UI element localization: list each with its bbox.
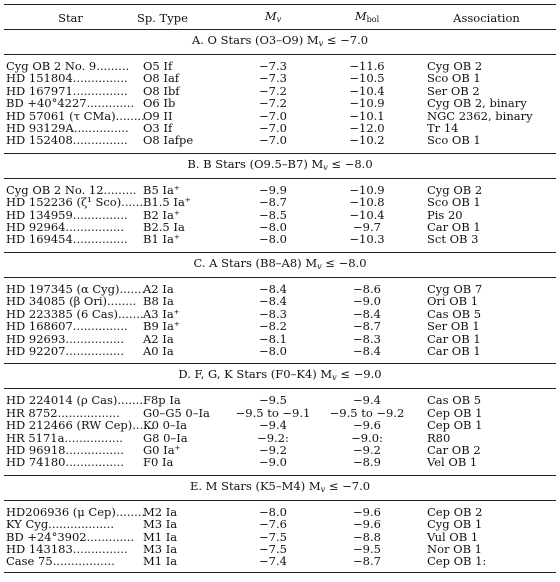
association: Sco OB 1 <box>427 195 481 210</box>
star-name: HD 92964................ <box>6 220 124 235</box>
table-row <box>4 72 556 84</box>
star-name: BD +24°3902............. <box>6 529 135 544</box>
section-title <box>4 30 556 55</box>
association: Cyg OB 1 <box>427 517 483 532</box>
spectral-type: B2.5 Ia <box>143 220 185 235</box>
absolute-visual-magnitude: −8.5 <box>259 207 287 222</box>
bolometric-magnitude: −8.3 <box>353 331 381 346</box>
section-title-text: A. O Stars (O3–O9) M <box>191 32 319 47</box>
absolute-visual-magnitude: −7.5 <box>259 541 287 556</box>
association: Car OB 2 <box>427 442 481 457</box>
absolute-visual-magnitude: −7.3 <box>259 71 287 86</box>
table-row <box>4 320 556 332</box>
association: Pis 20 <box>427 207 463 222</box>
bolometric-magnitude: −11.6 <box>349 59 385 73</box>
association: Cep OB 1 <box>427 418 483 433</box>
spectral-type: A2 Ia <box>143 281 174 296</box>
section-title-limit: ≤ −7.0 <box>325 478 371 493</box>
association: Nor OB 1 <box>427 541 482 556</box>
absolute-visual-magnitude: −9.4 <box>259 418 287 433</box>
spectral-type: G0–G5 0–Ia <box>143 405 210 420</box>
table-row <box>4 233 556 245</box>
spectral-type: B5 Ia⁺ <box>143 182 180 197</box>
bolometric-magnitude: −8.7 <box>353 554 381 569</box>
association: Cep OB 2 <box>427 504 483 519</box>
absolute-visual-magnitude: −7.3 <box>259 59 287 73</box>
spectral-type: B1.5 Ia⁺ <box>143 195 191 210</box>
bolometric-magnitude: −10.2 <box>349 133 385 148</box>
table-row <box>4 196 556 208</box>
spectral-type: O5 If <box>143 59 173 73</box>
spectral-type: M1 Ia <box>143 529 178 544</box>
spectral-type: O3 If <box>143 121 173 136</box>
association: Cyg OB 2, binary <box>427 96 527 111</box>
bolometric-magnitude: −9.6 <box>353 504 381 519</box>
bolometric-magnitude: −9.2 <box>353 442 381 457</box>
section-title <box>4 364 556 389</box>
section-heading <box>4 252 556 277</box>
table-row <box>4 456 556 468</box>
absolute-visual-magnitude: −8.0 <box>259 343 287 358</box>
bolometric-magnitude: −8.4 <box>353 306 381 321</box>
section-heading <box>4 364 556 389</box>
table-row <box>4 419 556 431</box>
table-row <box>4 134 556 146</box>
section-title-text: C. A Stars (B8–A8) M <box>193 255 318 270</box>
association: Ori OB 1 <box>427 294 479 309</box>
association: Cyg OB 2 <box>427 59 483 73</box>
table-row <box>4 345 556 357</box>
association: Sco OB 1 <box>427 71 481 86</box>
association: Cas OB 5 <box>427 393 482 408</box>
supergiant-table <box>4 4 556 573</box>
association: Sct OB 3 <box>427 232 479 247</box>
absolute-visual-magnitude: −9.2 <box>259 442 287 457</box>
star-name: HD206936 (μ Cep)........ <box>6 504 146 519</box>
absolute-visual-magnitude: −7.2 <box>259 83 287 98</box>
header-association: Association <box>417 5 556 30</box>
star-name: HD 197345 (α Cyg)....... <box>6 281 146 296</box>
star-name: HD 167971............... <box>6 83 128 98</box>
association: Sco OB 1 <box>427 133 481 148</box>
bolometric-magnitude: −12.0 <box>349 121 385 136</box>
star-name: HD 57061 (τ CMa)........ <box>6 108 145 123</box>
section-title-subscript: v <box>320 484 326 494</box>
star-name: BD +40°4227............. <box>6 96 135 111</box>
bolometric-magnitude: −8.4 <box>353 343 381 358</box>
star-name: HD 93129A............... <box>6 121 129 136</box>
absolute-visual-magnitude: −8.0 <box>259 504 287 519</box>
absolute-visual-magnitude: −8.0 <box>259 232 287 247</box>
star-name: HD 143183............... <box>6 541 128 556</box>
absolute-visual-magnitude: −8.4 <box>259 281 287 296</box>
association: Car OB 1 <box>427 343 481 358</box>
section-rule <box>4 568 556 573</box>
spectral-type: B9 Ia⁺ <box>143 319 180 334</box>
association: Ser OB 1 <box>427 319 480 334</box>
bolometric-magnitude: −9.5 to −9.2 <box>329 405 405 420</box>
bolometric-magnitude: −9.6 <box>353 418 381 433</box>
table-row <box>4 518 556 530</box>
section-title-text: D. F, G, K Stars (F0–K4) M <box>178 367 333 382</box>
absolute-visual-magnitude: −7.0 <box>259 121 287 136</box>
absolute-visual-magnitude: −8.1 <box>259 331 287 346</box>
association: R80 <box>427 430 451 445</box>
association: Tr 14 <box>427 121 459 136</box>
spectral-type: F8p Ia <box>143 393 181 408</box>
section-title-subscript: v <box>318 38 324 48</box>
star-name: HD 134959............... <box>6 207 128 222</box>
table-header <box>4 5 556 30</box>
section-title-subscript: v <box>332 373 337 383</box>
spectral-type: O8 Iaf <box>143 71 180 86</box>
section-title-text: E. M Stars (K5–M4) M <box>189 478 321 493</box>
spectral-type: F0 Ia <box>143 455 174 470</box>
section-title-limit: ≤ −7.0 <box>323 32 369 47</box>
bolometric-magnitude: −10.5 <box>349 71 385 86</box>
spectral-type: M2 Ia <box>143 504 178 519</box>
table-row <box>4 394 556 406</box>
table-row <box>4 295 556 307</box>
star-name: HD 168607............... <box>6 319 128 334</box>
bolometric-magnitude: −10.4 <box>349 83 385 98</box>
association: Cep OB 1: <box>427 554 487 569</box>
section-title-subscript: v <box>317 261 322 271</box>
section-title <box>4 252 556 277</box>
section-heading <box>4 30 556 55</box>
star-name: HD 152236 (ζ¹ Sco)...... <box>6 195 144 210</box>
absolute-visual-magnitude: −7.2 <box>259 96 287 111</box>
star-name: HD 96918................ <box>6 442 124 457</box>
absolute-visual-magnitude: −7.0 <box>259 133 287 148</box>
star-name: HD 74180................ <box>6 455 124 470</box>
association: Ser OB 2 <box>427 83 480 98</box>
section-title <box>4 153 556 178</box>
association: Vel OB 1 <box>427 455 478 470</box>
absolute-visual-magnitude: −7.4 <box>259 554 287 569</box>
table-row <box>4 555 556 567</box>
spectral-type: O6 Ib <box>143 96 176 111</box>
bolometric-magnitude: −10.9 <box>349 182 385 197</box>
star-name: KY Cyg.................. <box>6 517 114 532</box>
spectral-type: M3 Ia <box>143 541 178 556</box>
bolometric-magnitude: −9.5 <box>353 541 381 556</box>
bolometric-magnitude: −9.6 <box>353 517 381 532</box>
section-heading <box>4 153 556 178</box>
absolute-visual-magnitude: −7.0 <box>259 108 287 123</box>
bolometric-magnitude: −9.7 <box>353 220 381 235</box>
spectral-type: O8 Iafpe <box>143 133 194 148</box>
section-title-subscript: v <box>323 162 328 172</box>
absolute-visual-magnitude: −8.2 <box>259 319 287 334</box>
spectral-type: G8 0–Ia <box>143 430 188 445</box>
bolometric-magnitude: −10.8 <box>349 195 385 210</box>
association: Cyg OB 7 <box>427 281 483 296</box>
section-title <box>4 475 556 500</box>
association: Car OB 1 <box>427 331 481 346</box>
absolute-visual-magnitude: −9.5 to −9.1 <box>235 405 311 420</box>
bolometric-magnitude: −9.0: <box>351 430 383 445</box>
star-name: HD 223385 (6 Cas)....... <box>6 306 144 321</box>
bolometric-magnitude: −10.9 <box>349 96 385 111</box>
absolute-visual-magnitude: −8.7 <box>259 195 287 210</box>
spectral-type: O9 II <box>143 108 173 123</box>
spectral-type: M3 Ia <box>143 517 178 532</box>
absolute-visual-magnitude: −7.6 <box>259 517 287 532</box>
spectral-type: A3 Ia⁺ <box>143 306 180 321</box>
spectral-type: A2 Ia <box>143 331 174 346</box>
spectral-type: A0 Ia <box>143 343 174 358</box>
spectral-type: K0 0–Ia <box>143 418 188 433</box>
star-name: HD 151804............... <box>6 71 128 86</box>
spectral-type: O8 Ibf <box>143 83 180 98</box>
association: NGC 2362, binary <box>427 108 533 123</box>
star-name: HD 169454............... <box>6 232 128 247</box>
association: Vul OB 1 <box>427 529 479 544</box>
spectral-type: G0 Ia⁺ <box>143 442 181 457</box>
section-title-text: B. B Stars (O9.5–B7) M <box>187 156 324 171</box>
star-name: Cyg OB 2 No. 12......... <box>6 182 137 197</box>
star-name: HD 152408............... <box>6 133 128 148</box>
bolometric-magnitude: −8.6 <box>353 281 381 296</box>
header-star: Star <box>4 5 137 30</box>
star-name: HD 92207................ <box>6 343 124 358</box>
section-title-limit: ≤ −8.0 <box>327 156 373 171</box>
spectral-type: B1 Ia⁺ <box>143 232 180 247</box>
spectral-type: B2 Ia⁺ <box>143 207 180 222</box>
section-heading <box>4 475 556 500</box>
table-body <box>4 30 556 573</box>
star-name: HR 8752................. <box>6 405 120 420</box>
spectral-type: B8 Ia <box>143 294 174 309</box>
association: Cyg OB 2 <box>427 182 483 197</box>
bolometric-magnitude: −8.7 <box>353 319 381 334</box>
absolute-visual-magnitude: −9.0 <box>259 455 287 470</box>
absolute-visual-magnitude: −8.0 <box>259 220 287 235</box>
star-name: HD 34085 (β Ori)........ <box>6 294 137 309</box>
bolometric-magnitude: −10.1 <box>349 108 385 123</box>
header-mbol: $M_{bol}$ <box>317 5 417 30</box>
absolute-visual-magnitude: −7.5 <box>259 529 287 544</box>
table-row <box>4 97 556 109</box>
absolute-visual-magnitude: −9.5 <box>259 393 287 408</box>
absolute-visual-magnitude: −9.2: <box>257 430 289 445</box>
association: Car OB 1 <box>427 220 481 235</box>
association: Cas OB 5 <box>427 306 482 321</box>
bolometric-magnitude: −10.4 <box>349 207 385 222</box>
bolometric-magnitude: −8.8 <box>353 529 381 544</box>
star-name: Cyg OB 2 No. 9......... <box>6 59 130 73</box>
section-title-limit: ≤ −8.0 <box>321 255 367 270</box>
association: Cep OB 1 <box>427 405 483 420</box>
absolute-visual-magnitude: −8.3 <box>259 306 287 321</box>
bolometric-magnitude: −10.3 <box>349 232 385 247</box>
absolute-visual-magnitude: −9.9 <box>259 182 287 197</box>
bolometric-magnitude: −9.4 <box>353 393 381 408</box>
absolute-visual-magnitude: −8.4 <box>259 294 287 309</box>
star-name: HR 5171a................ <box>6 430 123 445</box>
spectral-type: M1 Ia <box>143 554 178 569</box>
header-sp-type: Sp. Type <box>137 5 229 30</box>
star-name: HD 212466 (RW Cep)...... <box>6 418 155 433</box>
star-name: HD 92693................ <box>6 331 124 346</box>
bolometric-magnitude: −8.9 <box>353 455 381 470</box>
header-mv: $M_v$ <box>229 5 317 30</box>
star-name: HD 224014 (ρ Cas)....... <box>6 393 143 408</box>
bolometric-magnitude: −9.0 <box>353 294 381 309</box>
section-title-limit: ≤ −9.0 <box>336 367 382 382</box>
star-name: Case 75................. <box>6 554 115 569</box>
